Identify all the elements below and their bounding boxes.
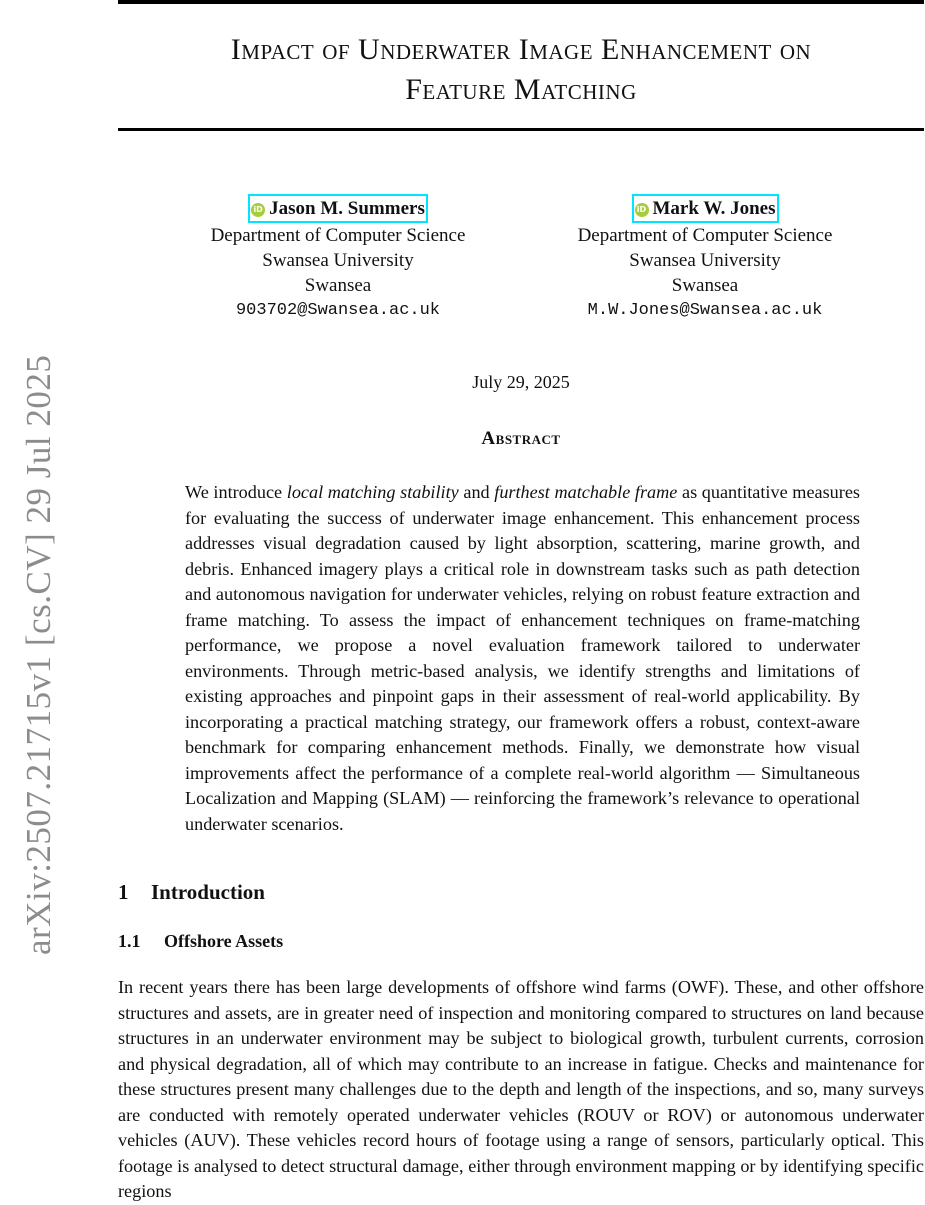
abstract-term-furthest-matchable-frame: furthest matchable frame xyxy=(494,482,678,502)
author-block-1 xyxy=(188,194,488,323)
title-line-2: Feature Matching xyxy=(405,73,637,106)
section-heading-introduction xyxy=(118,880,265,905)
author-name: Mark W. Jones xyxy=(652,198,776,219)
abstract-text xyxy=(185,480,860,837)
section-title: Introduction xyxy=(151,880,265,904)
author-university: Swansea University xyxy=(629,250,781,271)
subsection-heading-offshore-assets xyxy=(118,931,283,952)
abstract-lead: We introduce xyxy=(185,482,287,502)
author-name: Jason M. Summers xyxy=(269,198,425,219)
intro-paragraph: In recent years there has been large developments of offshore wind farms (OWF). These, and other offshore structures and assets, are in greater need of inspection and monitoring compared to structures on land because structures in an underwater environment may be subject to biological growth, turbulent currents, corrosion and physical degradation, all of which may contribute to an increase in fatigue. Checks and maintenance for these structures present many challenges due to the depth and length of the inspections, and so, many surveys are conducted with remotely operated underwater vehicles (ROUV or ROV) or autonomous underwater vehicles (AUV). These vehicles record hours of footage using a range of sensors, particularly optical. This footage is analysed to detect structural damage, either through environment mapping or by identifying specific regions xyxy=(118,977,924,1201)
subsection-number: 1.1 xyxy=(118,931,141,951)
paper-title xyxy=(118,30,924,110)
abstract-heading: Abstract xyxy=(481,428,561,449)
author-department: Department of Computer Science xyxy=(577,225,833,246)
paper-date: July 29, 2025 xyxy=(472,372,570,392)
abstract-term-local-matching-stability: local matching stability xyxy=(286,482,459,502)
abstract-rest: as quantitative measures for evaluating the success of underwater image enhancement. This enhancement process addresses visual degradation caused by light absorption, scattering, marine growth, and debris. Enhanced imagery plays a critical role in downstream tasks such as path detection and autonomous navigation for underwater vehicles, relying on robust feature extraction and frame matching. To assess the impact of enhancement techniques on frame-matching performance, we propose a novel evaluation framework tailored to underwater environments. Through metric-based analysis, we identify strengths and limitations of existing approaches and pinpoint gaps in their assessment of real-world applicability. By incorporating a practical matching strategy, our framework offers a robust, context-aware benchmark for comparing enhancement methods. Finally, we demonstrate how visual improvements affect the performance of a complete real-world algorithm — Simultaneous Localization and Mapping (SLAM) — reinforcing the framework’s relevance to operational underwater scenarios. xyxy=(185,482,860,834)
title-line-1: Impact of Underwater Image Enhancement on xyxy=(230,33,812,66)
author-name-link[interactable] xyxy=(248,194,428,223)
abstract-connector: and xyxy=(458,482,495,502)
author-university: Swansea University xyxy=(262,250,414,271)
orcid-icon[interactable]: iD xyxy=(251,203,265,217)
author-city: Swansea xyxy=(304,275,372,296)
author-email[interactable]: 903702@Swansea.ac.uk xyxy=(235,301,441,320)
section-number: 1 xyxy=(118,880,129,904)
author-department: Department of Computer Science xyxy=(210,225,466,246)
orcid-icon[interactable]: iD xyxy=(635,203,649,217)
arxiv-stamp[interactable]: arXiv:2507.21715v1 [cs.CV] 29 Jul 2025 xyxy=(19,354,58,955)
subsection-title: Offshore Assets xyxy=(164,931,284,951)
author-city: Swansea xyxy=(671,275,739,296)
author-name-link[interactable] xyxy=(632,194,779,223)
title-rule-bottom xyxy=(118,128,924,131)
title-rule-top xyxy=(118,0,924,4)
author-email[interactable]: M.W.Jones@Swansea.ac.uk xyxy=(587,301,823,320)
author-block-2 xyxy=(555,194,855,323)
